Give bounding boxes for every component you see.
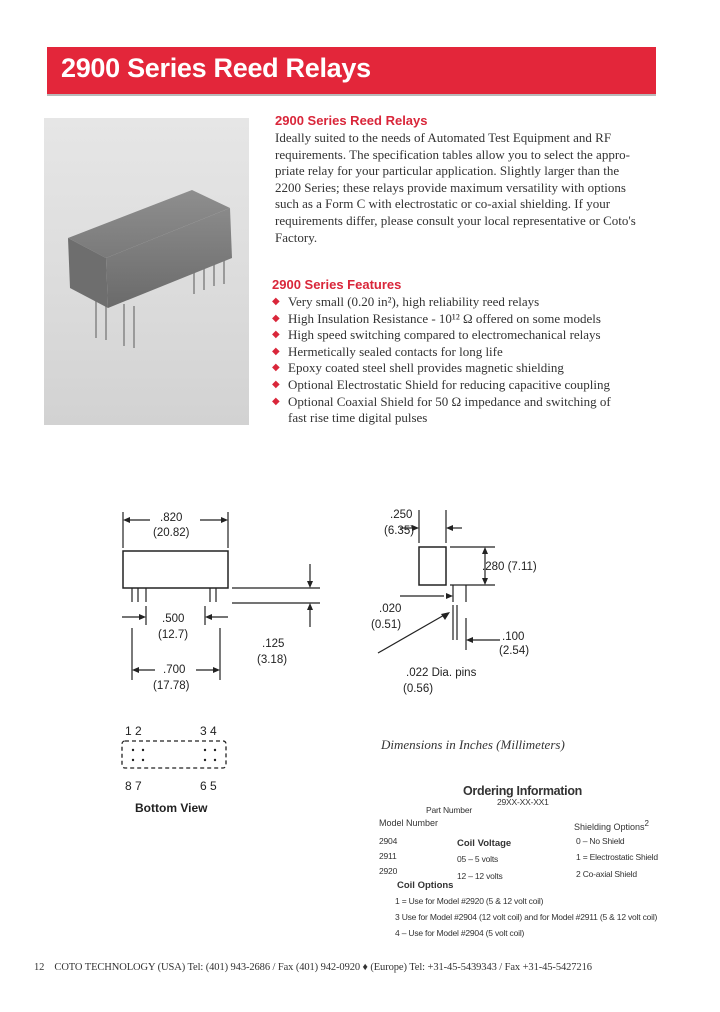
page-number: 12	[34, 962, 45, 973]
coil-options-label: Coil Options	[397, 880, 454, 891]
ordering-title: Ordering Information	[463, 784, 583, 798]
diamond-bullet-icon: ◆	[272, 296, 280, 307]
dim-depth-in: .250	[390, 509, 413, 521]
diamond-bullet-icon: ◆	[272, 329, 280, 341]
page-footer	[34, 962, 592, 973]
dim-row-spacing-in: .100	[502, 631, 525, 643]
part-number-label: Part Number	[426, 805, 472, 815]
pin-numbers-bottom-right: 6 5	[200, 779, 217, 793]
dimension-drawing	[0, 490, 720, 770]
shield-option-0: 0 – No Shield	[576, 836, 625, 846]
dim-pin-spacing-mm: (12.7)	[158, 629, 189, 641]
dim-pin-width-mm: (0.51)	[371, 619, 402, 631]
model-2911: 2911	[379, 851, 397, 861]
title-banner	[47, 47, 656, 96]
feature-item: ◆ Epoxy coated steel shell provides magnetic shielding	[272, 360, 564, 376]
shield-option-1: 1 = Electrostatic Shield	[576, 852, 658, 862]
feature-item: ◆ High Insulation Resistance - 10¹² Ω offered on some models	[272, 310, 601, 326]
dim-outer-mm: (17.78)	[153, 680, 190, 692]
intro-line: such as a Form C with electrostatic or co-axial shielding. If your	[275, 196, 611, 212]
feature-item: ◆ High speed switching compared to electromechanical relays	[272, 327, 601, 343]
diamond-bullet-icon: ◆	[272, 345, 280, 357]
dim-depth-mm: (6.35)	[384, 525, 415, 537]
feature-item-continued: fast rise time digital pulses	[288, 410, 428, 426]
shield-option-2: 2 Co-axial Shield	[576, 869, 637, 879]
dim-pin-spacing-in: .500	[162, 613, 185, 625]
model-number-label: Model Number	[379, 818, 439, 828]
contact-info: COTO TECHNOLOGY (USA) Tel: (401) 943-2686 / Fax (401) 942-0920 ♦ (Europe) Tel: +31-45-5439343 / Fax +31-45-5427216	[54, 962, 592, 973]
dim-outer-in: .700	[163, 664, 186, 676]
coil-voltage-12: 12 – 12 volts	[457, 871, 503, 881]
feature-item: ◆ Very small (0.20 in²), high reliability reed relays	[272, 294, 540, 309]
dim-pin-diameter-mm: (0.56)	[403, 683, 434, 695]
model-2920: 2920	[379, 866, 398, 876]
diamond-bullet-icon: ◆	[272, 378, 280, 390]
dim-pin-diameter: .022 Dia. pins	[406, 667, 477, 679]
part-number: 29XX-XX-XX1	[497, 797, 549, 807]
product-photo	[44, 118, 249, 425]
feature-item: ◆ Optional Coaxial Shield for 50 Ω impedance and switching of	[272, 393, 611, 409]
intro-line: requirements differ, please consult your local representative or Coto's	[275, 212, 636, 228]
bottom-view-label: Bottom View	[135, 801, 208, 815]
intro-paragraph	[275, 130, 660, 246]
feature-item: ◆ Optional Electrostatic Shield for reducing capacitive coupling	[272, 376, 611, 392]
diamond-bullet-icon: ◆	[272, 312, 280, 324]
diamond-bullet-icon: ◆	[272, 395, 280, 407]
relay-illustration	[44, 118, 249, 425]
dim-height: .280 (7.11)	[482, 561, 537, 573]
intro-line: 2200 Series; these relays provide maximum versatility with options	[275, 179, 626, 195]
shielding-label: Shielding Options$^2$	[574, 819, 649, 832]
diamond-bullet-icon: ◆	[272, 362, 280, 374]
pin-numbers-top-left: 1 2	[125, 724, 142, 738]
features-heading: 2900 Series Features	[272, 277, 402, 292]
dim-width-mm: (20.82)	[153, 527, 190, 539]
coil-option-3: 3 Use for Model #2904 (12 volt coil) and for Model #2911 (5 & 12 volt coil)	[395, 912, 658, 922]
pin-numbers-top-right: 3 4	[200, 724, 217, 738]
intro-line: priate relay for your particular application. Slightly larger than the	[275, 163, 620, 179]
dimensions-caption: Dimensions in Inches (Millimeters)	[381, 737, 565, 752]
feature-item: ◆ Hermetically sealed contacts for long life	[272, 343, 503, 359]
pin-numbers-bottom-left: 8 7	[125, 779, 142, 793]
intro-line: Ideally suited to the needs of Automated Test Equipment and RF	[275, 130, 612, 145]
dim-pin-width-in: .020	[379, 603, 402, 615]
features-list	[272, 294, 662, 427]
model-2904: 2904	[379, 836, 398, 846]
dim-pin-length-mm: (3.18)	[257, 654, 288, 666]
page-title: 2900 Series Reed Relays	[61, 53, 371, 83]
intro-line: requirements. The specification tables allow you to select the appro-	[275, 146, 630, 162]
dim-width-in: .820	[160, 512, 183, 524]
dim-pin-length-in: .125	[262, 638, 285, 650]
dim-row-spacing-mm: (2.54)	[499, 645, 530, 657]
coil-voltage-label: Coil Voltage	[457, 838, 512, 849]
intro-heading: 2900 Series Reed Relays	[275, 113, 428, 128]
coil-option-1: 1 = Use for Model #2920 (5 & 12 volt coil)	[395, 896, 544, 906]
intro-line: Factory.	[275, 229, 318, 245]
coil-voltage-5: 05 – 5 volts	[457, 854, 499, 864]
coil-option-4: 4 – Use for Model #2904 (5 volt coil)	[395, 928, 525, 938]
